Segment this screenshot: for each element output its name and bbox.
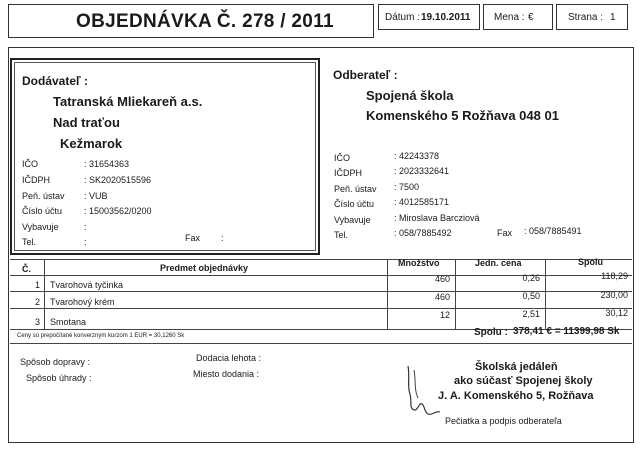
payment-method-label: Spôsob úhrady : (26, 373, 92, 383)
table-col-qty-divider (455, 259, 456, 329)
customer-contact-label: Vybavuje (334, 215, 371, 225)
row-1-qty: 460 (434, 274, 450, 284)
delivery-method-label: Spôsob dopravy : (20, 357, 91, 367)
customer-bank-value: : 7500 (394, 182, 420, 192)
supplier-bank-label: Peň. ústav (22, 191, 65, 201)
row-2-price: 0,50 (522, 291, 540, 301)
customer-name: Spojená škola (366, 88, 454, 103)
row-2-total: 230,00 (600, 290, 628, 300)
customer-account-label: Číslo účtu (334, 199, 375, 209)
row-1-price: 0,26 (522, 273, 540, 283)
customer-account-value: : 4012585171 (394, 197, 450, 207)
delivery-place-label: Miesto dodania : (193, 369, 260, 379)
row-3-no: 3 (35, 317, 41, 327)
customer-contact-value: : Miroslava Barcziová (394, 213, 480, 223)
table-header-item: Predmet objednávky (160, 263, 249, 273)
page-label: Strana : (568, 12, 604, 23)
customer-icdph-label: IČDPH (334, 168, 363, 178)
supplier-contact-value: : (84, 222, 87, 232)
date-label: Dátum : (385, 12, 421, 23)
customer-fax-label: Fax (497, 228, 513, 238)
supplier-box-inner (14, 62, 316, 251)
supplier-icdph-value: : SK2020515596 (84, 175, 152, 185)
customer-ico-value: : 42243378 (394, 151, 440, 161)
row-3-total: 30,12 (605, 308, 628, 318)
customer-fax-value: : 058/7885491 (524, 226, 582, 236)
customer-tel-value: : 058/7885492 (394, 228, 452, 238)
signature-caption: Pečiatka a podpis odberateľa (445, 416, 562, 426)
table-total-border (10, 343, 632, 344)
supplier-icdph-label: IČDPH (22, 175, 51, 185)
customer-heading: Odberateľ : (333, 68, 398, 82)
supplier-tel-label: Tel. (22, 237, 37, 247)
supplier-street: Nad traťou (53, 115, 120, 130)
customer-icdph-value: : 2023332641 (394, 166, 450, 176)
supplier-account-label: Číslo účtu (22, 206, 63, 216)
date-value: 19.10.2011 (421, 12, 471, 23)
row-2-qty: 460 (434, 292, 450, 302)
table-header-no: Č. (22, 264, 31, 274)
row-3-qty: 12 (439, 310, 450, 320)
customer-bank-label: Peň. ústav (334, 184, 377, 194)
grand-total-label: Spolu : (474, 327, 508, 338)
table-header-qty: Množstvo (398, 258, 440, 268)
row-3-price: 2,51 (522, 309, 540, 319)
row-2-item: Tvarohový krém (50, 297, 115, 307)
table-col-price-divider (545, 259, 546, 329)
delivery-deadline-label: Dodacia lehota : (196, 353, 262, 363)
supplier-city: Kežmarok (60, 136, 123, 151)
page-value: 1 (610, 12, 616, 23)
customer-tel-label: Tel. (334, 230, 349, 240)
row-2-no: 2 (35, 297, 41, 307)
conversion-note: Ceny sú prepočítané konverzným kurzom 1 EUR = 30,1260 Sk (17, 333, 185, 339)
stamp-line-3: J. A. Komenského 5, Rožňava (438, 390, 594, 402)
customer-address: Komenského 5 Rožňava 048 01 (366, 108, 559, 123)
row-1-no: 1 (35, 280, 41, 290)
supplier-name: Tatranská Mliekareň a.s. (53, 94, 203, 109)
supplier-tel-value: : (84, 237, 87, 247)
row-3-item: Smotana (50, 317, 87, 327)
supplier-account-value: : 15003562/0200 (84, 206, 152, 216)
table-col-no-divider (44, 259, 45, 329)
currency-label: Mena : (494, 12, 525, 23)
row-1-total: 118,29 (601, 271, 628, 281)
currency-value: € (528, 12, 534, 23)
supplier-contact-label: Vybavuje (22, 222, 59, 232)
stamp-line-2: ako súčasť Spojenej školy (454, 375, 593, 387)
supplier-ico-value: : 31654363 (84, 159, 130, 169)
table-header-total: Spolu (578, 257, 603, 267)
supplier-ico-label: IČO (22, 159, 39, 169)
supplier-fax-value: : (221, 233, 224, 243)
document-title: OBJEDNÁVKA Č. 278 / 2011 (76, 11, 334, 32)
grand-total-value: 378,41 € = 11399,98 Sk (513, 326, 620, 337)
table-header-price: Jedn. cena (475, 258, 522, 268)
table-col-item-divider (387, 259, 388, 329)
stamp-line-1: Školská jedáleň (475, 361, 558, 373)
customer-ico-label: IČO (334, 153, 351, 163)
signature (404, 362, 464, 420)
table-top-border (10, 259, 632, 260)
supplier-heading: Dodávateľ : (22, 74, 88, 88)
supplier-fax-label: Fax (185, 233, 201, 243)
row-1-item: Tvarohová tyčinka (50, 280, 124, 290)
supplier-bank-value: : VUB (84, 191, 108, 201)
